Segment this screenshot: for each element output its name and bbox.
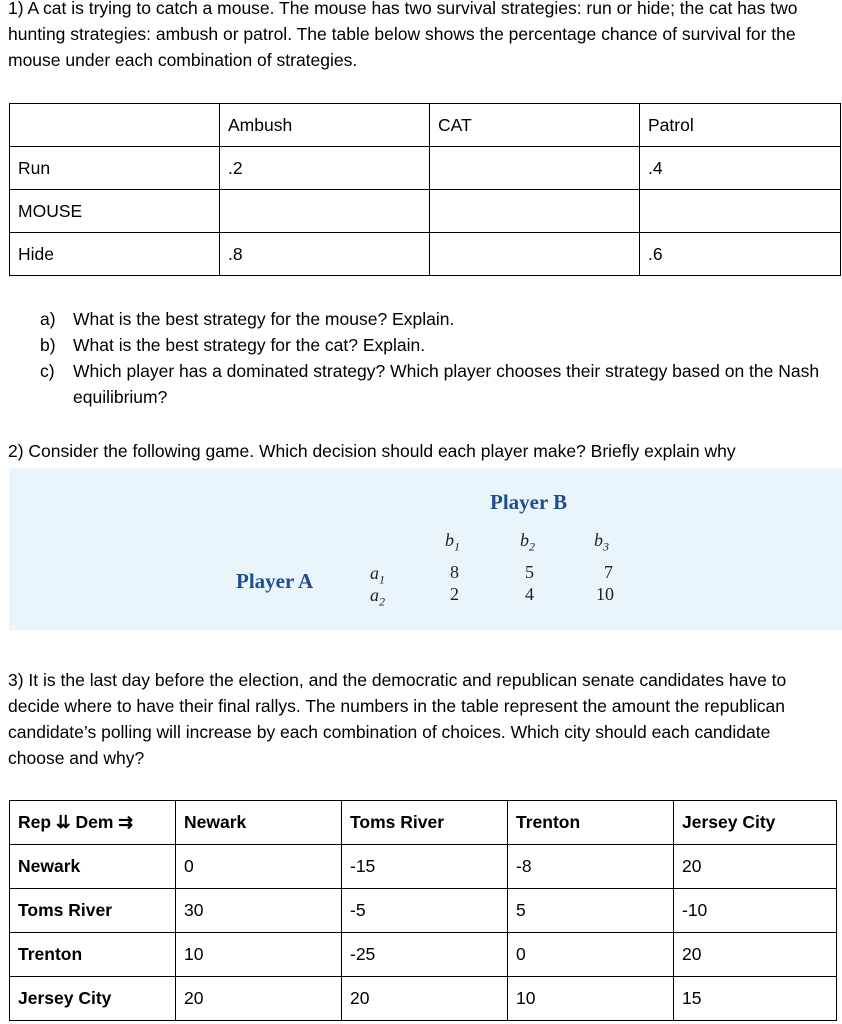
table-cell: 20	[674, 933, 837, 977]
strategy-subscript: 2	[379, 594, 385, 609]
list-item	[40, 358, 830, 410]
strategy-b2-label: $b_2$	[520, 530, 535, 554]
question-3-text: 3) It is the last day before the election, and the democratic and republican senate candidates have to decide where to have their final rallys. The numbers in the table represent the amount the republican candidate’s polling will increase by each combination of choices. Which city should each candidate choose and why?	[8, 670, 787, 768]
game-matrix-figure	[9, 468, 842, 630]
strategy-subscript: 1	[379, 572, 385, 587]
table-cell: 30	[176, 889, 342, 933]
subquestion-text: What is the best strategy for the mouse? Explain.	[73, 309, 455, 329]
table-header-cell: Ambush	[220, 104, 430, 147]
list-item	[40, 332, 830, 358]
table-header-cell: CAT	[430, 104, 640, 147]
row-header-cell: Jersey City	[10, 977, 176, 1021]
table-cell: -25	[342, 933, 508, 977]
table-cell	[430, 147, 640, 190]
question-2-text: 2) Consider the following game. Which decision should each player make? Briefly explain why	[8, 441, 736, 461]
table-header-cell: Newark	[176, 801, 342, 845]
table-corner-cell: Rep ⇊ Dem ⇉	[10, 801, 176, 845]
payoff-cell: 7	[604, 562, 613, 582]
strategy-b1	[445, 530, 460, 555]
strategy-a2	[370, 585, 385, 610]
election-rally-table	[9, 800, 837, 1021]
table-cell	[640, 190, 841, 233]
table-cell: MOUSE	[10, 190, 220, 233]
table-cell: 15	[674, 977, 837, 1021]
strategy-b2	[520, 530, 535, 555]
payoff-cell: 8	[450, 562, 459, 582]
table-row	[10, 845, 837, 889]
table-cell: .8	[220, 233, 430, 276]
strategy-b1-label: $b_1$	[445, 530, 460, 554]
table-header-cell: Trenton	[508, 801, 674, 845]
question-1-text: 1) A cat is trying to catch a mouse. The mouse has two survival strategies: run or hide; the cat has two hunting strategies: ambush or patrol. The table below shows the percentage chance of survival for the mouse under each combination of strategies.	[8, 0, 798, 70]
strategy-b3	[594, 530, 609, 555]
subquestion-text: Which player has a dominated strategy? Which player chooses their strategy based on the Nash equilibrium?	[73, 361, 820, 407]
payoff-cell: 2	[450, 584, 459, 604]
table-header-cell: Toms River	[342, 801, 508, 845]
subquestion-text: What is the best strategy for the cat? Explain.	[73, 335, 426, 355]
strategy-a1-label: $a_1$	[370, 563, 385, 587]
table-cell: -8	[508, 845, 674, 889]
table-header-row	[10, 801, 837, 845]
table-cell: .4	[640, 147, 841, 190]
table-header-row	[10, 104, 841, 147]
table-cell: .6	[640, 233, 841, 276]
table-cell: 20	[342, 977, 508, 1021]
payoff-cell: 4	[525, 584, 534, 604]
table-cell: .2	[220, 147, 430, 190]
table-cell: Hide	[10, 233, 220, 276]
table-row	[10, 933, 837, 977]
row-header-cell: Newark	[10, 845, 176, 889]
table-row	[10, 147, 841, 190]
payoff-cell: 5	[525, 562, 534, 582]
table-cell	[220, 190, 430, 233]
table-row	[10, 889, 837, 933]
list-item	[40, 306, 830, 332]
strategy-subscript: 3	[603, 539, 609, 554]
table-cell: Run	[10, 147, 220, 190]
table-cell: -10	[674, 889, 837, 933]
table-header-cell: Jersey City	[674, 801, 837, 845]
strategy-subscript: 1	[454, 539, 460, 554]
table-cell: 20	[176, 977, 342, 1021]
table-cell: 10	[508, 977, 674, 1021]
table-header-cell: Patrol	[640, 104, 841, 147]
list-marker: c)	[40, 361, 55, 381]
strategy-b3-label: $b_3$	[594, 530, 609, 554]
row-header-cell: Toms River	[10, 889, 176, 933]
table-cell: 10	[176, 933, 342, 977]
table-cell	[10, 104, 220, 147]
table-cell	[430, 190, 640, 233]
list-marker: a)	[40, 309, 56, 329]
table-cell: -15	[342, 845, 508, 889]
table-row	[10, 190, 841, 233]
player-b-label: Player B	[490, 490, 568, 514]
question-1-subquestions	[40, 306, 830, 410]
strategy-a2-label: $a_2$	[370, 585, 385, 609]
strategy-a1	[370, 563, 385, 588]
table-cell: -5	[342, 889, 508, 933]
list-marker: b)	[40, 335, 56, 355]
table-cell: 5	[508, 889, 674, 933]
table-cell: 0	[176, 845, 342, 889]
row-header-cell: Trenton	[10, 933, 176, 977]
table-cell: 0	[508, 933, 674, 977]
table-row	[10, 233, 841, 276]
cat-mouse-table	[9, 103, 841, 276]
player-a-label: Player A	[236, 569, 314, 593]
table-cell	[430, 233, 640, 276]
payoff-cell: 10	[596, 584, 614, 604]
table-cell: 20	[674, 845, 837, 889]
table-row	[10, 977, 837, 1021]
strategy-subscript: 2	[529, 539, 535, 554]
